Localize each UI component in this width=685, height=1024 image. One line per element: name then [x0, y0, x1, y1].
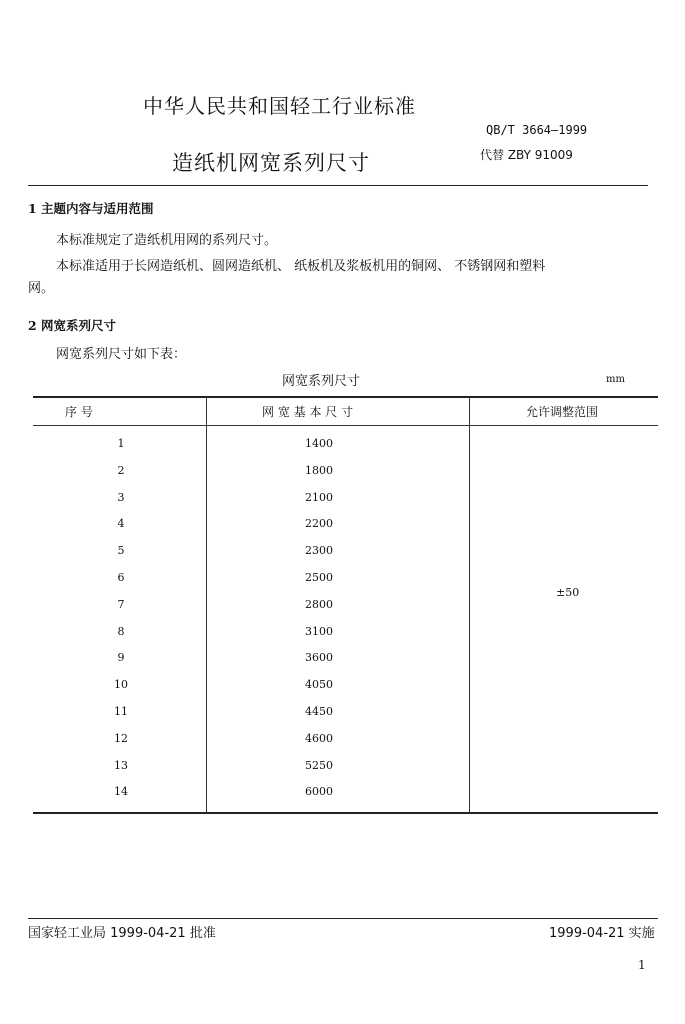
table-column-divider-2 — [469, 397, 470, 813]
row-serial-number: 5 — [117, 544, 125, 557]
row-basic-width: 2800 — [305, 598, 333, 611]
approval-line: 国家轻工业局 1999-04-21 批准 — [28, 926, 216, 941]
row-basic-width: 3600 — [305, 651, 333, 664]
replaces-standard: 代替 ZBY 91009 — [480, 148, 573, 162]
row-basic-width: 1800 — [305, 464, 333, 477]
section-1-paragraph-2-continued: 网。 — [28, 281, 55, 296]
row-basic-width: 3100 — [305, 625, 333, 638]
table-title: 网宽系列尺寸 — [282, 374, 361, 389]
issuing-body-title: 中华人民共和国轻工行业标准 — [143, 94, 416, 118]
section-1-paragraph-2: 本标准适用于长网造纸机、圆网造纸机、 纸板机及浆板机用的铜网、 不锈钢网和塑料 — [56, 259, 546, 274]
section-2-paragraph: 网宽系列尺寸如下表： — [56, 347, 187, 362]
footer-divider — [28, 918, 658, 919]
table-column-divider-1 — [206, 397, 207, 813]
row-basic-width: 4600 — [305, 732, 333, 745]
implementation-line: 1999-04-21 实施 — [549, 926, 655, 941]
row-basic-width: 2500 — [305, 571, 333, 584]
row-basic-width: 4050 — [305, 678, 333, 691]
section-2-heading: 2 网宽系列尺寸 — [28, 318, 117, 333]
document-title: 造纸机网宽系列尺寸 — [172, 151, 370, 175]
row-serial-number: 8 — [117, 625, 125, 638]
table-header-rule — [33, 425, 658, 426]
row-basic-width: 1400 — [305, 437, 333, 450]
header-basic-width: 网 宽 基 本 尺 寸 — [262, 405, 354, 419]
header-divider — [28, 185, 648, 186]
row-basic-width: 2100 — [305, 491, 333, 504]
row-serial-number: 9 — [117, 651, 125, 664]
section-1-paragraph-1: 本标准规定了造纸机用网的系列尺寸。 — [56, 233, 278, 248]
table-unit: mm — [606, 374, 625, 385]
row-basic-width: 6000 — [305, 785, 333, 798]
page-number: 1 — [638, 958, 646, 972]
section-1-heading: 1 主题内容与适用范围 — [28, 201, 154, 216]
row-serial-number: 2 — [117, 464, 125, 477]
table-bottom-rule — [33, 812, 658, 814]
row-basic-width: 2300 — [305, 544, 333, 557]
row-serial-number: 4 — [117, 517, 125, 530]
row-serial-number: 11 — [114, 705, 128, 718]
row-serial-number: 12 — [114, 732, 128, 745]
row-serial-number: 6 — [117, 571, 125, 584]
tolerance-value: ±50 — [556, 586, 580, 599]
table-top-rule — [33, 396, 658, 398]
header-serial-number: 序 号 — [65, 405, 93, 419]
row-serial-number: 1 — [117, 437, 125, 450]
row-basic-width: 2200 — [305, 517, 333, 530]
row-serial-number: 7 — [117, 598, 125, 611]
row-basic-width: 5250 — [305, 759, 333, 772]
row-serial-number: 14 — [114, 785, 128, 798]
row-serial-number: 13 — [114, 759, 128, 772]
header-tolerance: 允许调整范围 — [526, 405, 599, 419]
row-basic-width: 4450 — [305, 705, 333, 718]
row-serial-number: 10 — [114, 678, 128, 691]
row-serial-number: 3 — [117, 491, 125, 504]
standard-number: QB/T 3664—1999 — [486, 123, 588, 137]
